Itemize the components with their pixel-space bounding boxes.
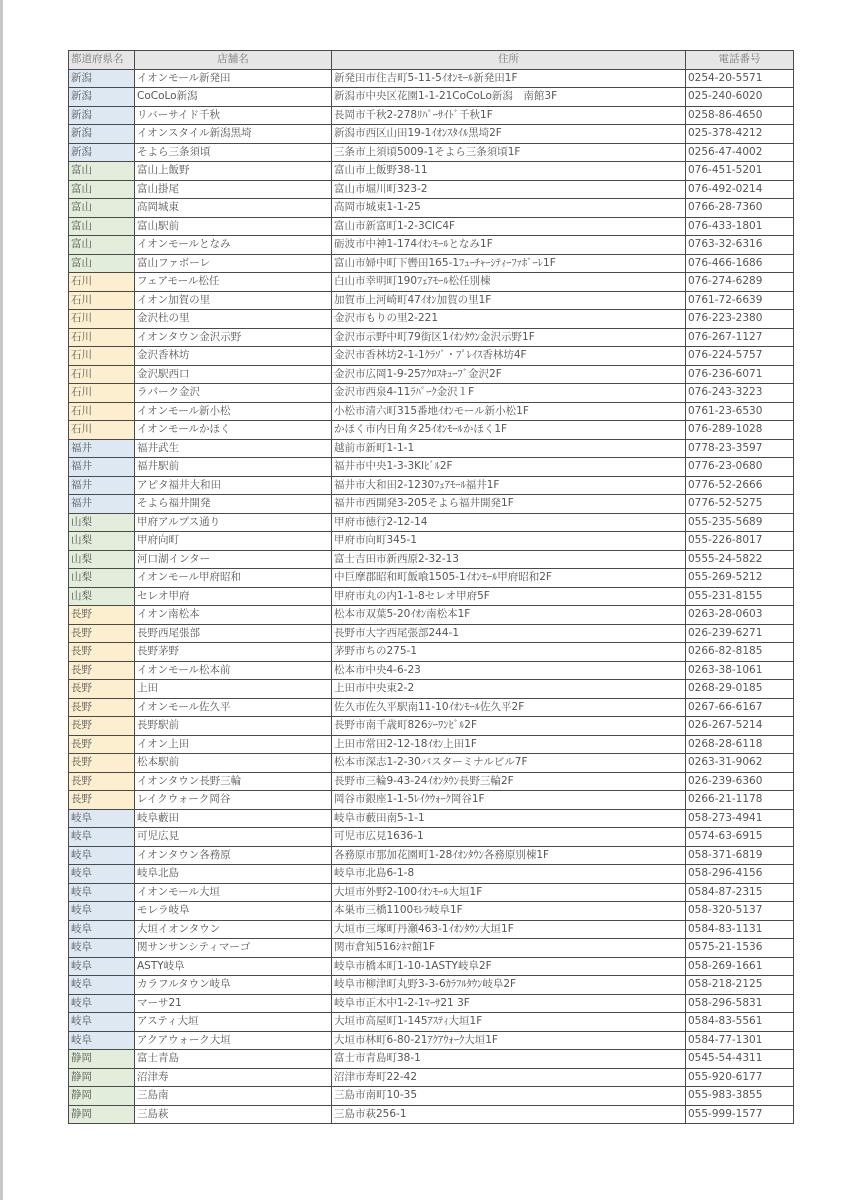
phone-cell: 025-378-4212 bbox=[686, 125, 794, 144]
address-cell: 岐阜市橋本町1-10-1ASTY岐阜2F bbox=[332, 957, 686, 976]
store-name-cell: 岐阜北島 bbox=[135, 865, 332, 884]
address-cell: 中巨摩郡昭和町飯喰1505-1ｲｵﾝﾓｰﾙ甲府昭和2F bbox=[332, 569, 686, 588]
phone-cell: 076-289-1028 bbox=[686, 421, 794, 440]
phone-cell: 058-371-6819 bbox=[686, 846, 794, 865]
address-cell: 長岡市千秋2-278ﾘﾊﾞｰｻｲﾄﾞ千秋1F bbox=[332, 106, 686, 125]
table-row bbox=[69, 199, 794, 218]
prefecture-cell: 長野 bbox=[69, 754, 135, 773]
prefecture-cell: 長野 bbox=[69, 698, 135, 717]
prefecture-cell: 岐阜 bbox=[69, 1031, 135, 1050]
store-name-cell: 富山掛尾 bbox=[135, 180, 332, 199]
store-name-cell: そよら福井開発 bbox=[135, 495, 332, 514]
store-name-cell: カラフルタウン岐阜 bbox=[135, 976, 332, 995]
table-row bbox=[69, 643, 794, 662]
phone-cell: 0545-54-4311 bbox=[686, 1050, 794, 1069]
store-name-cell: イオン加賀の里 bbox=[135, 291, 332, 310]
table-row bbox=[69, 217, 794, 236]
store-name-cell: 富山上飯野 bbox=[135, 162, 332, 181]
address-cell: 小松市清六町315番地ｲｵﾝモール新小松1F bbox=[332, 402, 686, 421]
table-row bbox=[69, 1068, 794, 1087]
page-edge bbox=[0, 0, 3, 1200]
table-row bbox=[69, 106, 794, 125]
store-name-cell: セレオ甲府 bbox=[135, 587, 332, 606]
phone-cell: 0268-29-0185 bbox=[686, 680, 794, 699]
header-prefecture: 都道府県名 bbox=[69, 51, 135, 70]
phone-cell: 076-223-2380 bbox=[686, 310, 794, 329]
phone-cell: 0267-66-6167 bbox=[686, 698, 794, 717]
table-row bbox=[69, 698, 794, 717]
store-name-cell: フェアモール松任 bbox=[135, 273, 332, 292]
phone-cell: 0263-28-0603 bbox=[686, 606, 794, 625]
phone-cell: 025-240-6020 bbox=[686, 88, 794, 107]
prefecture-cell: 福井 bbox=[69, 476, 135, 495]
address-cell: 可児市広見1636-1 bbox=[332, 828, 686, 847]
store-name-cell: イオン南松本 bbox=[135, 606, 332, 625]
address-cell: 岡谷市銀座1-1-5ﾚｲｸｳｫｰｸ岡谷1F bbox=[332, 791, 686, 810]
prefecture-cell: 長野 bbox=[69, 791, 135, 810]
phone-cell: 0266-82-8185 bbox=[686, 643, 794, 662]
store-name-cell: 金沢駅西口 bbox=[135, 365, 332, 384]
table-row bbox=[69, 273, 794, 292]
phone-cell: 0584-87-2315 bbox=[686, 883, 794, 902]
prefecture-cell: 岐阜 bbox=[69, 809, 135, 828]
table-row bbox=[69, 680, 794, 699]
address-cell: 甲府市徳行2-12-14 bbox=[332, 513, 686, 532]
table-row bbox=[69, 254, 794, 273]
address-cell: 松本市双葉5-20ｲｵﾝ南松本1F bbox=[332, 606, 686, 625]
store-name-cell: アクアウォーク大垣 bbox=[135, 1031, 332, 1050]
phone-cell: 0761-72-6639 bbox=[686, 291, 794, 310]
phone-cell: 0266-21-1178 bbox=[686, 791, 794, 810]
phone-cell: 0574-63-6915 bbox=[686, 828, 794, 847]
table-row bbox=[69, 458, 794, 477]
address-cell: 富士吉田市新西原2-32-13 bbox=[332, 550, 686, 569]
address-cell: 上田市常田2-12-18ｲｵﾝ上田1F bbox=[332, 735, 686, 754]
store-name-cell: 長野駅前 bbox=[135, 717, 332, 736]
table-row bbox=[69, 846, 794, 865]
table-row bbox=[69, 550, 794, 569]
prefecture-cell: 静岡 bbox=[69, 1068, 135, 1087]
address-cell: 三島市南町10-35 bbox=[332, 1087, 686, 1106]
store-name-cell: そよら三条須頃 bbox=[135, 143, 332, 162]
address-cell: 新潟市中央区花園1-1-21CoCoLo新潟 南館3F bbox=[332, 88, 686, 107]
phone-cell: 0776-23-0680 bbox=[686, 458, 794, 477]
prefecture-cell: 岐阜 bbox=[69, 957, 135, 976]
prefecture-cell: 石川 bbox=[69, 328, 135, 347]
address-cell: 大垣市外野2-100ｲｵﾝﾓｰﾙ大垣1F bbox=[332, 883, 686, 902]
phone-cell: 0263-31-9062 bbox=[686, 754, 794, 773]
prefecture-cell: 長野 bbox=[69, 717, 135, 736]
phone-cell: 0766-28-7360 bbox=[686, 199, 794, 218]
prefecture-cell: 新潟 bbox=[69, 88, 135, 107]
table-row bbox=[69, 384, 794, 403]
store-name-cell: ラパーク金沢 bbox=[135, 384, 332, 403]
phone-cell: 076-274-6289 bbox=[686, 273, 794, 292]
address-cell: 金沢市示野中町79街区1ｲｵﾝﾀｳﾝ金沢示野1F bbox=[332, 328, 686, 347]
prefecture-cell: 岐阜 bbox=[69, 939, 135, 958]
phone-cell: 055-231-8155 bbox=[686, 587, 794, 606]
phone-cell: 076-224-5757 bbox=[686, 347, 794, 366]
phone-cell: 055-226-8017 bbox=[686, 532, 794, 551]
address-cell: 大垣市高屋町1-145ｱｽﾃｨ大垣1F bbox=[332, 1013, 686, 1032]
prefecture-cell: 富山 bbox=[69, 199, 135, 218]
table-row bbox=[69, 162, 794, 181]
table-row bbox=[69, 495, 794, 514]
prefecture-cell: 静岡 bbox=[69, 1105, 135, 1124]
table-row bbox=[69, 939, 794, 958]
address-cell: 白山市幸明町190ﾌｪｱﾓｰﾙ松任別棟 bbox=[332, 273, 686, 292]
address-cell: 三島市萩256-1 bbox=[332, 1105, 686, 1124]
phone-cell: 0584-83-5561 bbox=[686, 1013, 794, 1032]
phone-cell: 0584-77-1301 bbox=[686, 1031, 794, 1050]
prefecture-cell: 富山 bbox=[69, 254, 135, 273]
prefecture-cell: 新潟 bbox=[69, 69, 135, 88]
address-cell: 沼津市寿町22-42 bbox=[332, 1068, 686, 1087]
prefecture-cell: 長野 bbox=[69, 606, 135, 625]
phone-cell: 058-218-2125 bbox=[686, 976, 794, 995]
address-cell: 岐阜市正木中1-2-1ﾏｰｻ21 3F bbox=[332, 994, 686, 1013]
store-name-cell: 長野茅野 bbox=[135, 643, 332, 662]
table-row bbox=[69, 828, 794, 847]
address-cell: 金沢市もりの里2-221 bbox=[332, 310, 686, 329]
store-name-cell: 上田 bbox=[135, 680, 332, 699]
store-name-cell: アピタ福井大和田 bbox=[135, 476, 332, 495]
store-name-cell: 福井駅前 bbox=[135, 458, 332, 477]
address-cell: 富山市新富町1-2-3CIC4F bbox=[332, 217, 686, 236]
prefecture-cell: 山梨 bbox=[69, 550, 135, 569]
prefecture-cell: 岐阜 bbox=[69, 920, 135, 939]
address-cell: 岐阜市藪田南5-1-1 bbox=[332, 809, 686, 828]
address-cell: 金沢市西泉4-11ﾗﾊﾟｰｸ金沢１F bbox=[332, 384, 686, 403]
table-row bbox=[69, 865, 794, 884]
phone-cell: 076-267-1127 bbox=[686, 328, 794, 347]
table-row bbox=[69, 569, 794, 588]
prefecture-cell: 山梨 bbox=[69, 587, 135, 606]
store-name-cell: イオンスタイル新潟黒埼 bbox=[135, 125, 332, 144]
store-name-cell: イオン上田 bbox=[135, 735, 332, 754]
address-cell: 上田市中央東2-2 bbox=[332, 680, 686, 699]
store-name-cell: ASTY岐阜 bbox=[135, 957, 332, 976]
store-name-cell: 松本駅前 bbox=[135, 754, 332, 773]
address-cell: 大垣市三塚町丹瀬463-1ｲｵﾝﾀｳﾝ大垣1F bbox=[332, 920, 686, 939]
store-name-cell: 沼津寿 bbox=[135, 1068, 332, 1087]
table-body bbox=[69, 69, 794, 1124]
phone-cell: 058-320-5137 bbox=[686, 902, 794, 921]
store-name-cell: 三島萩 bbox=[135, 1105, 332, 1124]
table-row bbox=[69, 421, 794, 440]
table-row bbox=[69, 994, 794, 1013]
store-name-cell: レイクウォーク岡谷 bbox=[135, 791, 332, 810]
table-row bbox=[69, 125, 794, 144]
phone-cell: 055-269-5212 bbox=[686, 569, 794, 588]
store-table bbox=[68, 50, 794, 1124]
table-row bbox=[69, 717, 794, 736]
address-cell: 茅野市ちの275-1 bbox=[332, 643, 686, 662]
prefecture-cell: 山梨 bbox=[69, 513, 135, 532]
address-cell: かほく市内日角タ25ｲｵﾝﾓｰﾙかほく1F bbox=[332, 421, 686, 440]
phone-cell: 058-296-5831 bbox=[686, 994, 794, 1013]
address-cell: 本巣市三橋1100ﾓﾚﾗ岐阜1F bbox=[332, 902, 686, 921]
address-cell: 佐久市佐久平駅南11-10ｲｵﾝﾓｰﾙ佐久平2F bbox=[332, 698, 686, 717]
table-row bbox=[69, 513, 794, 532]
address-cell: 長野市三輪9-43-24ｲｵﾝﾀｳﾝ長野三輪2F bbox=[332, 772, 686, 791]
phone-cell: 0258-86-4650 bbox=[686, 106, 794, 125]
address-cell: 福井市中央1-3-3KIﾋﾞﾙ2F bbox=[332, 458, 686, 477]
table-row bbox=[69, 1031, 794, 1050]
table-row bbox=[69, 402, 794, 421]
table-row bbox=[69, 476, 794, 495]
store-name-cell: イオンモール新小松 bbox=[135, 402, 332, 421]
address-cell: 金沢市香林坊2-1-1ｸﾗｿﾞ・ﾌﾟﾚｲｽ香林坊4F bbox=[332, 347, 686, 366]
phone-cell: 0584-83-1131 bbox=[686, 920, 794, 939]
phone-cell: 0778-23-3597 bbox=[686, 439, 794, 458]
store-name-cell: 長野西尾張部 bbox=[135, 624, 332, 643]
prefecture-cell: 山梨 bbox=[69, 532, 135, 551]
phone-cell: 055-235-5689 bbox=[686, 513, 794, 532]
prefecture-cell: 長野 bbox=[69, 643, 135, 662]
phone-cell: 076-492-0214 bbox=[686, 180, 794, 199]
table-row bbox=[69, 902, 794, 921]
prefecture-cell: 岐阜 bbox=[69, 902, 135, 921]
prefecture-cell: 石川 bbox=[69, 291, 135, 310]
prefecture-cell: 岐阜 bbox=[69, 846, 135, 865]
table-row bbox=[69, 69, 794, 88]
store-name-cell: 甲府向町 bbox=[135, 532, 332, 551]
header-store-name: 店舗名 bbox=[135, 51, 332, 70]
address-cell: 富山市堀川町323-2 bbox=[332, 180, 686, 199]
table-row bbox=[69, 310, 794, 329]
table-row bbox=[69, 1087, 794, 1106]
address-cell: 甲府市向町345-1 bbox=[332, 532, 686, 551]
header-row bbox=[69, 51, 794, 70]
address-cell: 福井市西開発3-205そよら福井開発1F bbox=[332, 495, 686, 514]
phone-cell: 055-983-3855 bbox=[686, 1087, 794, 1106]
phone-cell: 026-267-5214 bbox=[686, 717, 794, 736]
prefecture-cell: 山梨 bbox=[69, 569, 135, 588]
table-row bbox=[69, 587, 794, 606]
address-cell: 三条市上須頃5009-1そよら三条須頃1F bbox=[332, 143, 686, 162]
phone-cell: 058-269-1661 bbox=[686, 957, 794, 976]
phone-cell: 058-296-4156 bbox=[686, 865, 794, 884]
table-row bbox=[69, 606, 794, 625]
store-name-cell: イオンモール大垣 bbox=[135, 883, 332, 902]
table-row bbox=[69, 791, 794, 810]
prefecture-cell: 富山 bbox=[69, 180, 135, 199]
prefecture-cell: 岐阜 bbox=[69, 994, 135, 1013]
prefecture-cell: 長野 bbox=[69, 680, 135, 699]
table-row bbox=[69, 809, 794, 828]
address-cell: 岐阜市北島6-1-8 bbox=[332, 865, 686, 884]
prefecture-cell: 岐阜 bbox=[69, 1013, 135, 1032]
header-phone: 電話番号 bbox=[686, 51, 794, 70]
store-name-cell: 可児広見 bbox=[135, 828, 332, 847]
phone-cell: 0256-47-4002 bbox=[686, 143, 794, 162]
address-cell: 松本市中央4-6-23 bbox=[332, 661, 686, 680]
phone-cell: 076-466-1686 bbox=[686, 254, 794, 273]
phone-cell: 058-273-4941 bbox=[686, 809, 794, 828]
address-cell: 甲府市丸の内1-1-8セレオ甲府5F bbox=[332, 587, 686, 606]
store-name-cell: 大垣イオンタウン bbox=[135, 920, 332, 939]
prefecture-cell: 岐阜 bbox=[69, 883, 135, 902]
address-cell: 長野市南千歳町826ｼｰﾜﾝﾋﾞﾙ2F bbox=[332, 717, 686, 736]
prefecture-cell: 長野 bbox=[69, 661, 135, 680]
store-name-cell: イオンタウン各務原 bbox=[135, 846, 332, 865]
address-cell: 松本市深志1-2-30バスターミナルビル7F bbox=[332, 754, 686, 773]
prefecture-cell: 岐阜 bbox=[69, 828, 135, 847]
address-cell: 砺波市中神1-174ｲｵﾝﾓｰﾙとなみ1F bbox=[332, 236, 686, 255]
store-name-cell: イオンモールとなみ bbox=[135, 236, 332, 255]
table-row bbox=[69, 772, 794, 791]
store-name-cell: 三島南 bbox=[135, 1087, 332, 1106]
table-row bbox=[69, 88, 794, 107]
store-name-cell: 河口湖インター bbox=[135, 550, 332, 569]
store-name-cell: 福井武生 bbox=[135, 439, 332, 458]
store-name-cell: 富山ファボーレ bbox=[135, 254, 332, 273]
store-name-cell: 金沢杜の里 bbox=[135, 310, 332, 329]
address-cell: 金沢市広岡1-9-25ｱｸﾛｽｷｭｰﾌﾞ金沢2F bbox=[332, 365, 686, 384]
prefecture-cell: 石川 bbox=[69, 310, 135, 329]
store-name-cell: 富山駅前 bbox=[135, 217, 332, 236]
prefecture-cell: 静岡 bbox=[69, 1050, 135, 1069]
store-name-cell: イオンモールかほく bbox=[135, 421, 332, 440]
store-name-cell: モレラ岐阜 bbox=[135, 902, 332, 921]
phone-cell: 076-433-1801 bbox=[686, 217, 794, 236]
table-row bbox=[69, 365, 794, 384]
table-row bbox=[69, 532, 794, 551]
address-cell: 福井市大和田2-1230ﾌｪｱﾓｰﾙ福井1F bbox=[332, 476, 686, 495]
table-row bbox=[69, 439, 794, 458]
store-name-cell: アスティ大垣 bbox=[135, 1013, 332, 1032]
phone-cell: 0575-21-1536 bbox=[686, 939, 794, 958]
phone-cell: 026-239-6360 bbox=[686, 772, 794, 791]
table-row bbox=[69, 236, 794, 255]
table-row bbox=[69, 291, 794, 310]
address-cell: 岐阜市柳津町丸野3-3-6ｶﾗﾌﾙﾀｳﾝ岐阜2F bbox=[332, 976, 686, 995]
phone-cell: 0776-52-2666 bbox=[686, 476, 794, 495]
store-name-cell: 関サンサンシティマーゴ bbox=[135, 939, 332, 958]
prefecture-cell: 石川 bbox=[69, 365, 135, 384]
address-cell: 加賀市上河崎町47ｲｵﾝ加賀の里1F bbox=[332, 291, 686, 310]
phone-cell: 076-451-5201 bbox=[686, 162, 794, 181]
address-cell: 大垣市林町6-80-21ｱｸｱｳｫｰｸ大垣1F bbox=[332, 1031, 686, 1050]
store-name-cell: イオンモール新発田 bbox=[135, 69, 332, 88]
prefecture-cell: 富山 bbox=[69, 236, 135, 255]
prefecture-cell: 福井 bbox=[69, 439, 135, 458]
table-row bbox=[69, 976, 794, 995]
table-row bbox=[69, 920, 794, 939]
table-row bbox=[69, 957, 794, 976]
store-name-cell: イオンタウン長野三輪 bbox=[135, 772, 332, 791]
address-cell: 富士市青島町38-1 bbox=[332, 1050, 686, 1069]
header-address: 住所 bbox=[332, 51, 686, 70]
phone-cell: 0268-28-6118 bbox=[686, 735, 794, 754]
store-name-cell: リバーサイド千秋 bbox=[135, 106, 332, 125]
store-name-cell: 高岡城東 bbox=[135, 199, 332, 218]
table-row bbox=[69, 1050, 794, 1069]
store-name-cell: マーサ21 bbox=[135, 994, 332, 1013]
table-row bbox=[69, 661, 794, 680]
store-name-cell: 岐阜藪田 bbox=[135, 809, 332, 828]
store-name-cell: イオンモール佐久平 bbox=[135, 698, 332, 717]
store-name-cell: イオンタウン金沢示野 bbox=[135, 328, 332, 347]
table-row bbox=[69, 143, 794, 162]
prefecture-cell: 石川 bbox=[69, 273, 135, 292]
store-name-cell: CoCoLo新潟 bbox=[135, 88, 332, 107]
prefecture-cell: 富山 bbox=[69, 217, 135, 236]
address-cell: 各務原市那加花園町1-28ｲｵﾝﾀｳﾝ各務原別棟1F bbox=[332, 846, 686, 865]
prefecture-cell: 石川 bbox=[69, 384, 135, 403]
store-name-cell: 金沢香林坊 bbox=[135, 347, 332, 366]
phone-cell: 076-236-6071 bbox=[686, 365, 794, 384]
address-cell: 富山市婦中町下轡田165-1ﾌｭｰﾁｬｰｼﾃｨｰﾌｧﾎﾞｰﾚ1F bbox=[332, 254, 686, 273]
table-row bbox=[69, 624, 794, 643]
prefecture-cell: 石川 bbox=[69, 421, 135, 440]
store-name-cell: 甲府アルプス通り bbox=[135, 513, 332, 532]
phone-cell: 076-243-3223 bbox=[686, 384, 794, 403]
address-cell: 新潟市西区山田19-1ｲｵﾝｽﾀｲﾙ黒埼2F bbox=[332, 125, 686, 144]
table-row bbox=[69, 883, 794, 902]
prefecture-cell: 新潟 bbox=[69, 106, 135, 125]
address-cell: 長野市大字西尾張部244-1 bbox=[332, 624, 686, 643]
prefecture-cell: 長野 bbox=[69, 772, 135, 791]
table-row bbox=[69, 347, 794, 366]
store-name-cell: イオンモール松本前 bbox=[135, 661, 332, 680]
table-row bbox=[69, 754, 794, 773]
phone-cell: 0555-24-5822 bbox=[686, 550, 794, 569]
prefecture-cell: 石川 bbox=[69, 402, 135, 421]
prefecture-cell: 新潟 bbox=[69, 143, 135, 162]
table-row bbox=[69, 180, 794, 199]
store-name-cell: 富士青島 bbox=[135, 1050, 332, 1069]
prefecture-cell: 新潟 bbox=[69, 125, 135, 144]
phone-cell: 026-239-6271 bbox=[686, 624, 794, 643]
phone-cell: 0763-32-6316 bbox=[686, 236, 794, 255]
phone-cell: 0776-52-5275 bbox=[686, 495, 794, 514]
phone-cell: 0254-20-5571 bbox=[686, 69, 794, 88]
address-cell: 越前市新町1-1-1 bbox=[332, 439, 686, 458]
prefecture-cell: 富山 bbox=[69, 162, 135, 181]
phone-cell: 055-920-6177 bbox=[686, 1068, 794, 1087]
table-row bbox=[69, 735, 794, 754]
table-row bbox=[69, 328, 794, 347]
phone-cell: 0263-38-1061 bbox=[686, 661, 794, 680]
phone-cell: 055-999-1577 bbox=[686, 1105, 794, 1124]
prefecture-cell: 長野 bbox=[69, 624, 135, 643]
prefecture-cell: 長野 bbox=[69, 735, 135, 754]
table-row bbox=[69, 1013, 794, 1032]
prefecture-cell: 岐阜 bbox=[69, 865, 135, 884]
store-name-cell: イオンモール甲府昭和 bbox=[135, 569, 332, 588]
prefecture-cell: 岐阜 bbox=[69, 976, 135, 995]
address-cell: 関市倉知516ｼﾈﾏ館1F bbox=[332, 939, 686, 958]
prefecture-cell: 福井 bbox=[69, 495, 135, 514]
phone-cell: 0761-23-6530 bbox=[686, 402, 794, 421]
store-list-document bbox=[68, 50, 794, 1124]
table-row bbox=[69, 1105, 794, 1124]
address-cell: 新発田市住吉町5-11-5ｲｵﾝﾓｰﾙ新発田1F bbox=[332, 69, 686, 88]
prefecture-cell: 静岡 bbox=[69, 1087, 135, 1106]
address-cell: 高岡市城東1-1-25 bbox=[332, 199, 686, 218]
address-cell: 富山市上飯野38-11 bbox=[332, 162, 686, 181]
prefecture-cell: 石川 bbox=[69, 347, 135, 366]
prefecture-cell: 福井 bbox=[69, 458, 135, 477]
